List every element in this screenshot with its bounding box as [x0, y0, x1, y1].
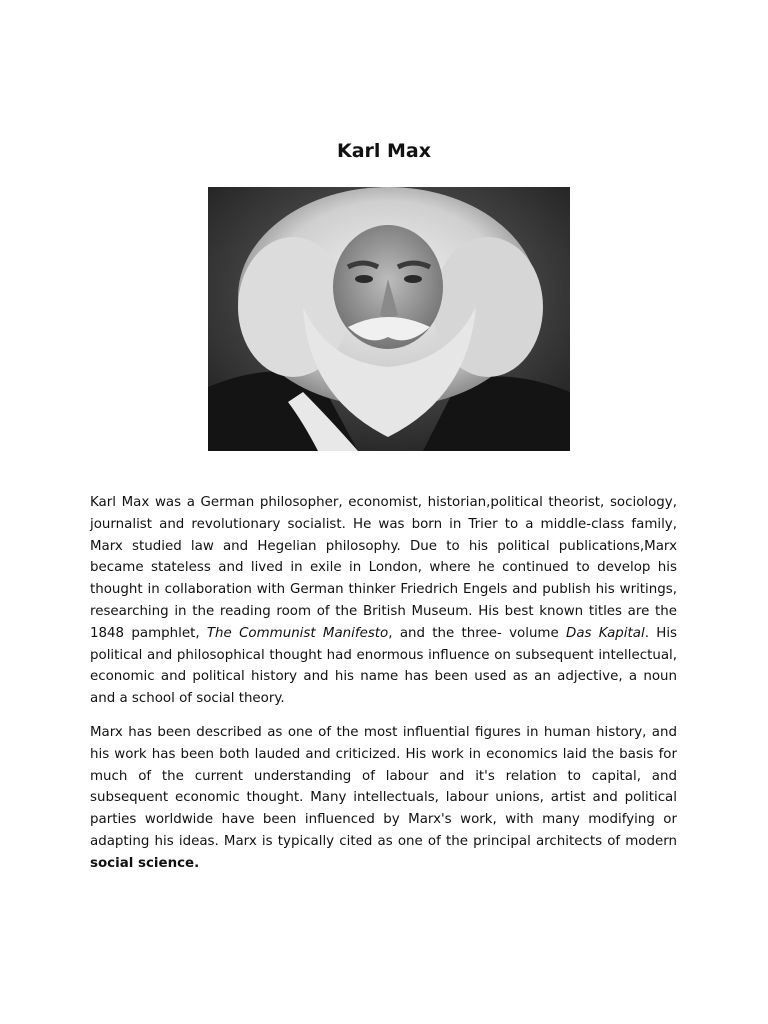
paragraph-1-part-3: . His political and philosophical thought had enormous influence on subsequent intellectual, economic and political history and his name has been used as an adjective, a noun and a school of social theory. [90, 625, 678, 707]
social-science-emphasis: social science. [90, 855, 200, 871]
paragraph-2-text: Marx has been described as one of the most influential figures in human history, and his work has been both lauded and criticized. His work in economics laid the basis for much of the current understanding of labour and it's relation to capital, and subsequent economic thought. Many intellectuals, labour unions, artist and political parties worldwide have been influenced by Marx's work, with many modifying or adapting his ideas. Marx is typically cited as one of the principal architects of modern [90, 724, 677, 849]
portrait-illustration [208, 187, 570, 451]
article-body [90, 492, 677, 887]
paragraph-1-part-2: , and the three- volume [388, 625, 567, 641]
portrait-photo [208, 187, 570, 451]
communist-manifesto-title: The Communist Manifesto [206, 625, 389, 641]
paragraph-1 [90, 492, 677, 710]
das-kapital-title: Das Kapital [566, 625, 645, 641]
paragraph-1-part-1: Karl Max was a German philosopher, economist, historian,political theorist, sociology, journalist and revolutionary socialist. He was born in Trier to a middle-class family, Marx studied law and Hegelian philosophy. Due to his political publications,Marx became stateless and lived in exile in London, where he continued to develop his thought in collaboration with German thinker Friedrich Engels and publish his writings, researching in the reading room of the British Museum. His best known titles are the 1848 pamphlet, [90, 495, 677, 641]
paragraph-2 [90, 722, 677, 875]
document-title: Karl Max [336, 140, 432, 162]
